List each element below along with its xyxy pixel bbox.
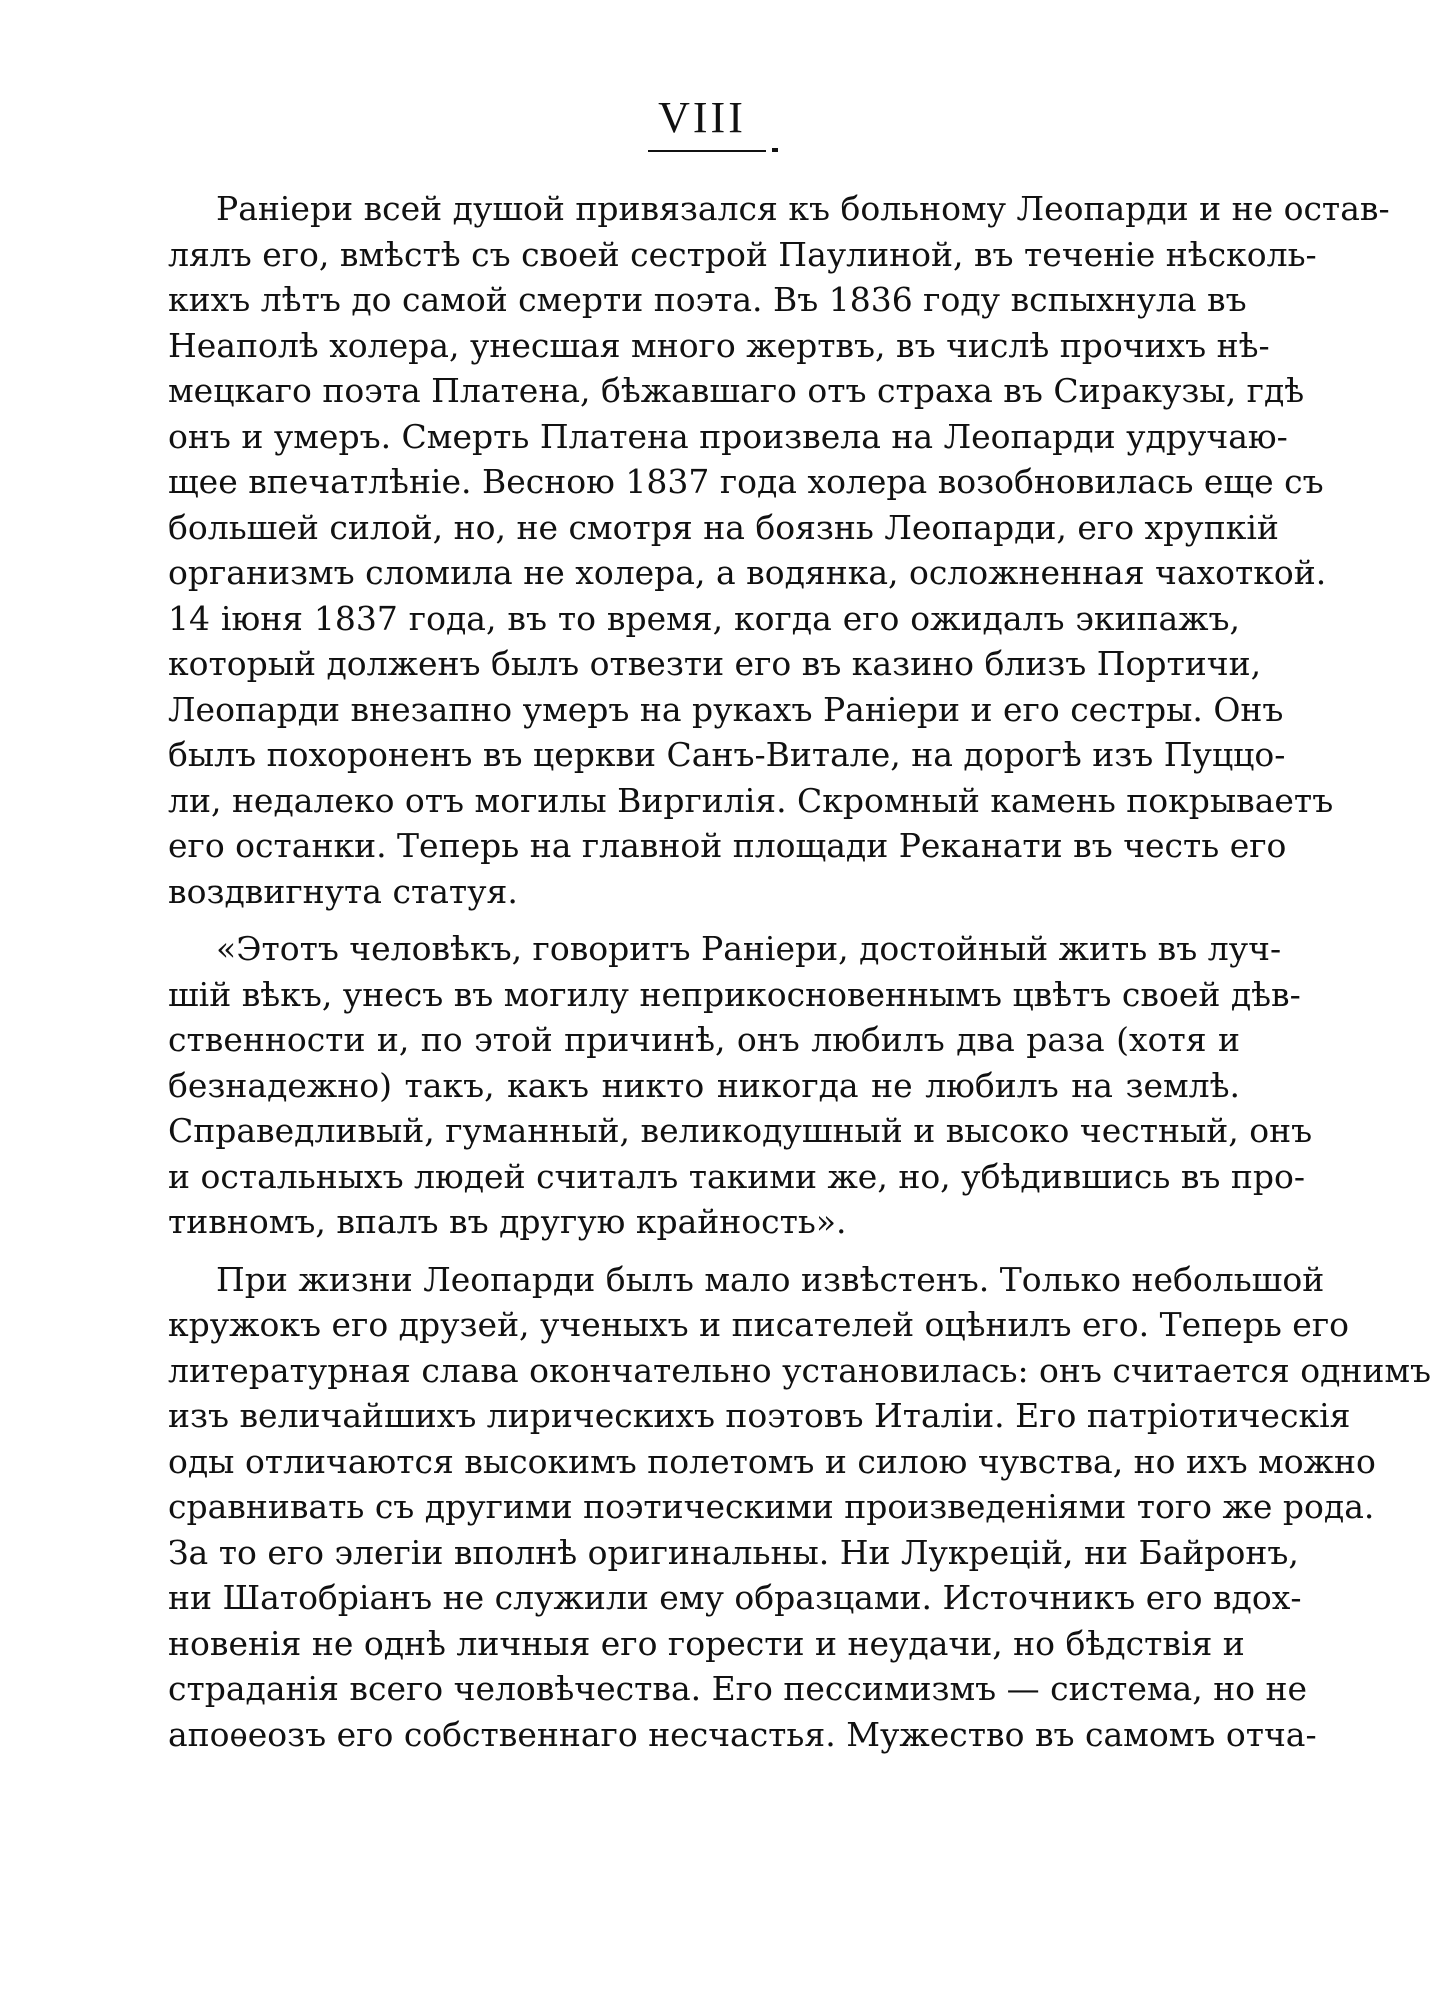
text-line: онъ и умеръ. Смерть Платена произвела на Леопарди удручаю- bbox=[168, 416, 1288, 456]
text-line: большей силой, но, не смотря на боязнь Леопарди, его хрупкій bbox=[168, 507, 1279, 547]
text-line: былъ похороненъ въ церкви Санъ-Витале, на дорогѣ изъ Пуццо- bbox=[168, 735, 1286, 774]
text-line: изъ величайшихъ лирическихъ поэтовъ Италіи. Его патріотическія bbox=[168, 1396, 1351, 1435]
text-line: воздвигнута статуя. bbox=[168, 871, 518, 911]
text-line: При жизни Леопарди былъ мало извѣстенъ. Только небольшой bbox=[216, 1259, 1325, 1299]
body-text bbox=[168, 186, 1431, 1757]
text-line: оды отличаются высокимъ полетомъ и силою чувства, но ихъ можно bbox=[168, 1441, 1376, 1481]
page-number-rule bbox=[648, 150, 766, 152]
text-line: 14 іюня 1837 года, въ то время, когда его ожидалъ экипажъ, bbox=[168, 598, 1240, 638]
text-line: Раніери всей душой привязался къ больному Леопарди и не остав- bbox=[216, 189, 1390, 228]
text-line: Неаполѣ холера, унесшая много жертвъ, въ числѣ прочихъ нѣ- bbox=[168, 325, 1270, 365]
page-number: VIII bbox=[658, 93, 746, 142]
paragraph-3 bbox=[168, 1257, 1431, 1758]
text-line: новенія не однѣ личныя его горести и неудачи, но бѣдствія и bbox=[168, 1623, 1245, 1663]
paragraph-gap bbox=[168, 1245, 1240, 1257]
text-line: который долженъ былъ отвезти его въ казино близъ Портичи, bbox=[168, 644, 1262, 683]
text-line: мецкаго поэта Платена, бѣжавшаго отъ страха въ Сиракузы, гдѣ bbox=[168, 371, 1305, 410]
text-line: безнадежно) такъ, какъ никто никогда не любилъ на землѣ. bbox=[168, 1065, 1240, 1105]
text-line: кихъ лѣтъ до самой смерти поэта. Въ 1836 году вспыхнула въ bbox=[168, 280, 1247, 319]
text-line: литературная слава окончательно установилась: онъ считается однимъ bbox=[168, 1350, 1431, 1390]
text-line: ли, недалеко отъ могилы Виргилія. Скромный камень покрываетъ bbox=[168, 780, 1334, 820]
text-line: За то его элегіи вполнѣ оригинальны. Ни Лукрецій, ни Байронъ, bbox=[168, 1532, 1299, 1572]
text-line: организмъ сломила не холера, а водянка, осложненная чахоткой. bbox=[168, 553, 1327, 592]
text-line: тивномъ, впалъ въ другую крайность». bbox=[168, 1202, 847, 1241]
paragraph-2-quote bbox=[168, 926, 1313, 1245]
text-line: страданія всего человѣчества. Его пессимизмъ — система, но не bbox=[168, 1669, 1308, 1708]
text-line: кружокъ его друзей, ученыхъ и писателей оцѣнилъ его. Теперь его bbox=[168, 1305, 1349, 1344]
text-line: «Этотъ человѣкъ, говоритъ Раніери, достойный жить въ луч- bbox=[216, 929, 1282, 968]
text-line: его останки. Теперь на главной площади Реканати въ честь его bbox=[168, 826, 1287, 865]
page-number-rule-dot bbox=[772, 148, 778, 152]
text-line: апоѳеозъ его собственнаго несчастья. Мужество въ самомъ отча- bbox=[168, 1714, 1317, 1754]
text-line: ственности и, по этой причинѣ, онъ любилъ два раза (хотя и bbox=[168, 1020, 1240, 1059]
text-line: Справедливый, гуманный, великодушный и высоко честный, онъ bbox=[168, 1111, 1313, 1150]
text-line: ни Шатобріанъ не служили ему образцами. Источникъ его вдох- bbox=[168, 1578, 1302, 1617]
text-line: лялъ его, вмѣстѣ съ своей сестрой Паулиной, въ теченіе нѣсколь- bbox=[168, 234, 1317, 274]
text-line: сравнивать съ другими поэтическими произведеніями того же рода. bbox=[168, 1487, 1375, 1526]
text-line: и остальныхъ людей считалъ такими же, но, убѣдившись въ про- bbox=[168, 1156, 1306, 1196]
text-line: щее впечатлѣніе. Весною 1837 года холера возобновилась еще съ bbox=[168, 462, 1324, 501]
text-line: Леопарди внезапно умеръ на рукахъ Раніери и его сестры. Онъ bbox=[168, 689, 1284, 729]
text-line: шій вѣкъ, унесъ въ могилу неприкосновеннымъ цвѣтъ своей дѣв- bbox=[168, 974, 1301, 1014]
paragraph-1 bbox=[168, 186, 1390, 914]
paragraph-gap bbox=[168, 914, 1240, 926]
